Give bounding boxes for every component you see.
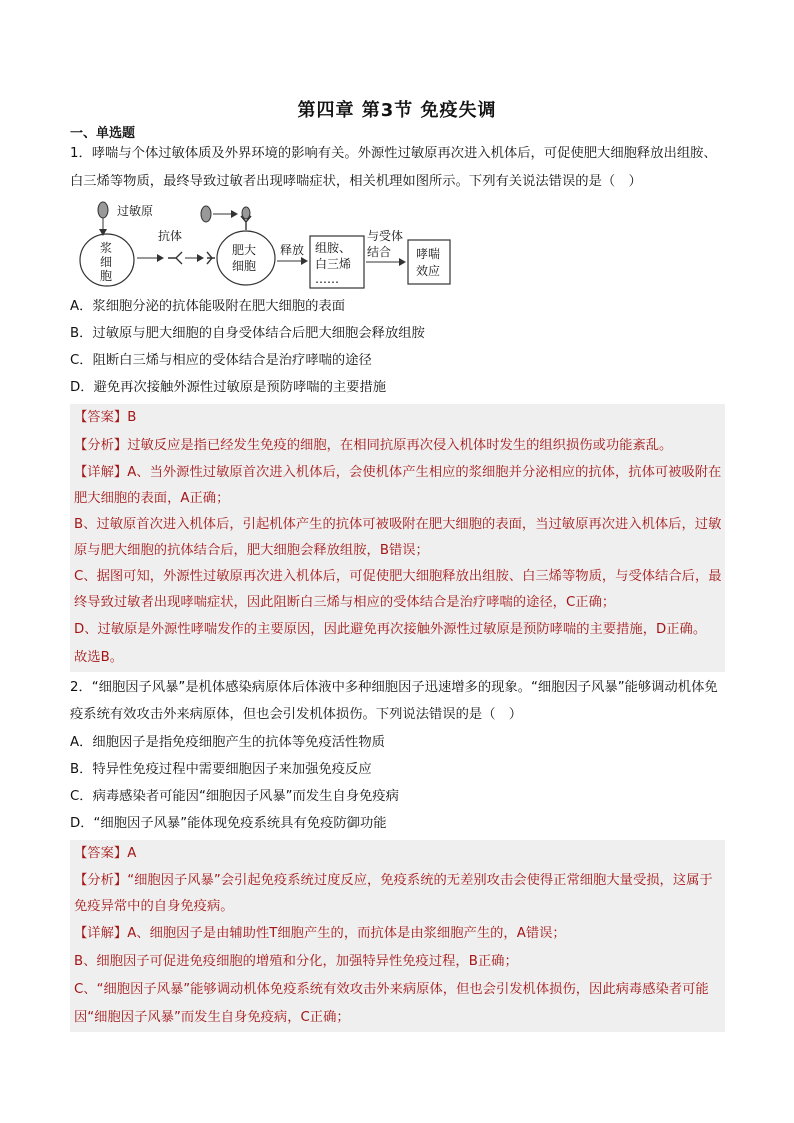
q1-analysis bbox=[70, 432, 725, 460]
q2-detail-b: B、细胞因子可促进免疫细胞的增殖和分化，加强特异性免疫过程，B正确； bbox=[70, 948, 725, 976]
mast-cell-label-1: 肥大 bbox=[232, 243, 257, 257]
q1-detail-c: C、据图可知，外源性过敏原再次进入机体后，可促使肥大细胞释放出组胺、白三烯等物质，与受体结合后，最终导致过敏者出现哮喘症状，因此阻断白三烯与相应的受体结合是治疗哮喘的途径，C正确； bbox=[70, 564, 725, 616]
answer-tag: 【答案】 bbox=[74, 410, 128, 425]
q2-option-d: D．“细胞因子风暴”能体现免疫系统具有免疫防御功能 bbox=[70, 816, 387, 831]
page-title: 第四章 第3节 免疫失调 bbox=[297, 100, 497, 121]
q1-option-a: A．浆细胞分泌的抗体能吸附在肥大细胞的表面 bbox=[70, 299, 346, 314]
analysis-tag: 【分析】 bbox=[74, 438, 128, 453]
release-label: 释放 bbox=[280, 243, 305, 257]
mechanism-diagram bbox=[75, 196, 475, 296]
substances-label-2: 白三烯 bbox=[315, 257, 352, 271]
detail-tag: 【详解】 bbox=[74, 926, 128, 941]
analysis-text: 过敏反应是指已经发生免疫的细胞，在相同抗原再次侵入机体时发生的组织损伤或功能紊乱。 bbox=[127, 438, 673, 453]
question-2-stem: 2．“细胞因子风暴”是机体感染病原体后体液中多种细胞因子迅速增多的现象。“细胞因子风暴”能够调动机体免疫系统有效攻击外来病原体，但也会引发机体损伤。下列说法错误的是（ ） bbox=[70, 680, 718, 722]
answer-tag: 【答案】 bbox=[74, 846, 128, 861]
q2-detail-a bbox=[70, 920, 725, 948]
q2-option-a: A．细胞因子是指免疫细胞产生的抗体等免疫活性物质 bbox=[70, 735, 385, 750]
q2-answer bbox=[70, 840, 725, 868]
q2-analysis bbox=[70, 868, 725, 920]
effect-label-2: 效应 bbox=[416, 264, 441, 278]
effect-label-1: 哮喘 bbox=[416, 247, 441, 261]
plasma-cell-label-3: 胞 bbox=[100, 269, 113, 283]
mast-cell-shape bbox=[217, 231, 275, 285]
antibody-label: 抗体 bbox=[158, 229, 183, 243]
allergen-shape bbox=[98, 202, 108, 218]
question-1-stem: 1．哮喘与个体过敏体质及外界环境的影响有关。外源性过敏原再次进入机体后，可促使肥大细胞释放出组胺、白三烯等物质，最终导致过敏者出现哮喘症状，相关机理如图所示。下列有关说法错误的是（ ） bbox=[70, 146, 717, 189]
q2-option-c: C．病毒感染者可能因“细胞因子风暴”而发生自身免疫病 bbox=[70, 789, 399, 804]
q1-conclusion: 故选B。 bbox=[70, 644, 725, 672]
plasma-cell-label-2: 细 bbox=[100, 255, 113, 269]
q2-detail-c: C、“细胞因子风暴”能够调动机体免疫系统有效攻击外来病原体，但也会引发机体损伤，因此病毒感染者可能因“细胞因子风暴”而发生自身免疫病，C正确； bbox=[70, 976, 725, 1032]
detail-a-text: A、细胞因子是由辅助性T细胞产生的，而抗体是由浆细胞产生的，A错误； bbox=[127, 926, 566, 941]
antibody-shape bbox=[168, 252, 182, 264]
substances-label-1: 组胺、 bbox=[315, 241, 352, 255]
allergen-label: 过敏原 bbox=[117, 204, 154, 218]
detail-tag: 【详解】 bbox=[74, 465, 128, 480]
bind-label-2: 结合 bbox=[367, 245, 392, 259]
q1-detail-a bbox=[70, 460, 725, 512]
detail-a-text: A、当外源性过敏原首次进入机体后，会使机体产生相应的浆细胞并分泌相应的抗体，抗体可被吸附在肥大细胞的表面，A正确； bbox=[74, 465, 722, 506]
q1-option-c: C．阻断白三烯与相应的受体结合是治疗哮喘的途径 bbox=[70, 353, 372, 368]
section-heading: 一、单选题 bbox=[70, 126, 136, 141]
q1-detail-b: B、过敏原首次进入机体后，引起机体产生的抗体可被吸附在肥大细胞的表面，当过敏原再次进入机体后，过敏原与肥大细胞的抗体结合后，肥大细胞会释放组胺，B错误； bbox=[70, 512, 725, 564]
analysis-text: “细胞因子风暴”会引起免疫系统过度反应，免疫系统的无差别攻击会使得正常细胞大量受损，这属于免疫异常中的自身免疫病。 bbox=[74, 873, 713, 914]
substances-label-3: …… bbox=[315, 272, 339, 286]
allergen-2-shape bbox=[201, 206, 211, 222]
q2-option-b: B．特异性免疫过程中需要细胞因子来加强免疫反应 bbox=[70, 762, 372, 777]
bind-label-1: 与受体 bbox=[367, 229, 404, 243]
q1-option-d: D．避免再次接触外源性过敏原是预防哮喘的主要措施 bbox=[70, 380, 387, 395]
analysis-tag: 【分析】 bbox=[74, 873, 128, 888]
q1-detail-d: D、过敏原是外源性哮喘发作的主要原因，因此避免再次接触外源性过敏原是预防哮喘的主要措施，D正确。 bbox=[70, 616, 725, 644]
q1-answer bbox=[70, 404, 725, 432]
plasma-cell-label-1: 浆 bbox=[100, 241, 113, 255]
answer-value: A bbox=[127, 846, 137, 861]
q1-option-b: B．过敏原与肥大细胞的自身受体结合后肥大细胞会释放组胺 bbox=[70, 326, 425, 341]
answer-value: B bbox=[127, 410, 137, 425]
mast-cell-label-2: 细胞 bbox=[232, 259, 257, 273]
